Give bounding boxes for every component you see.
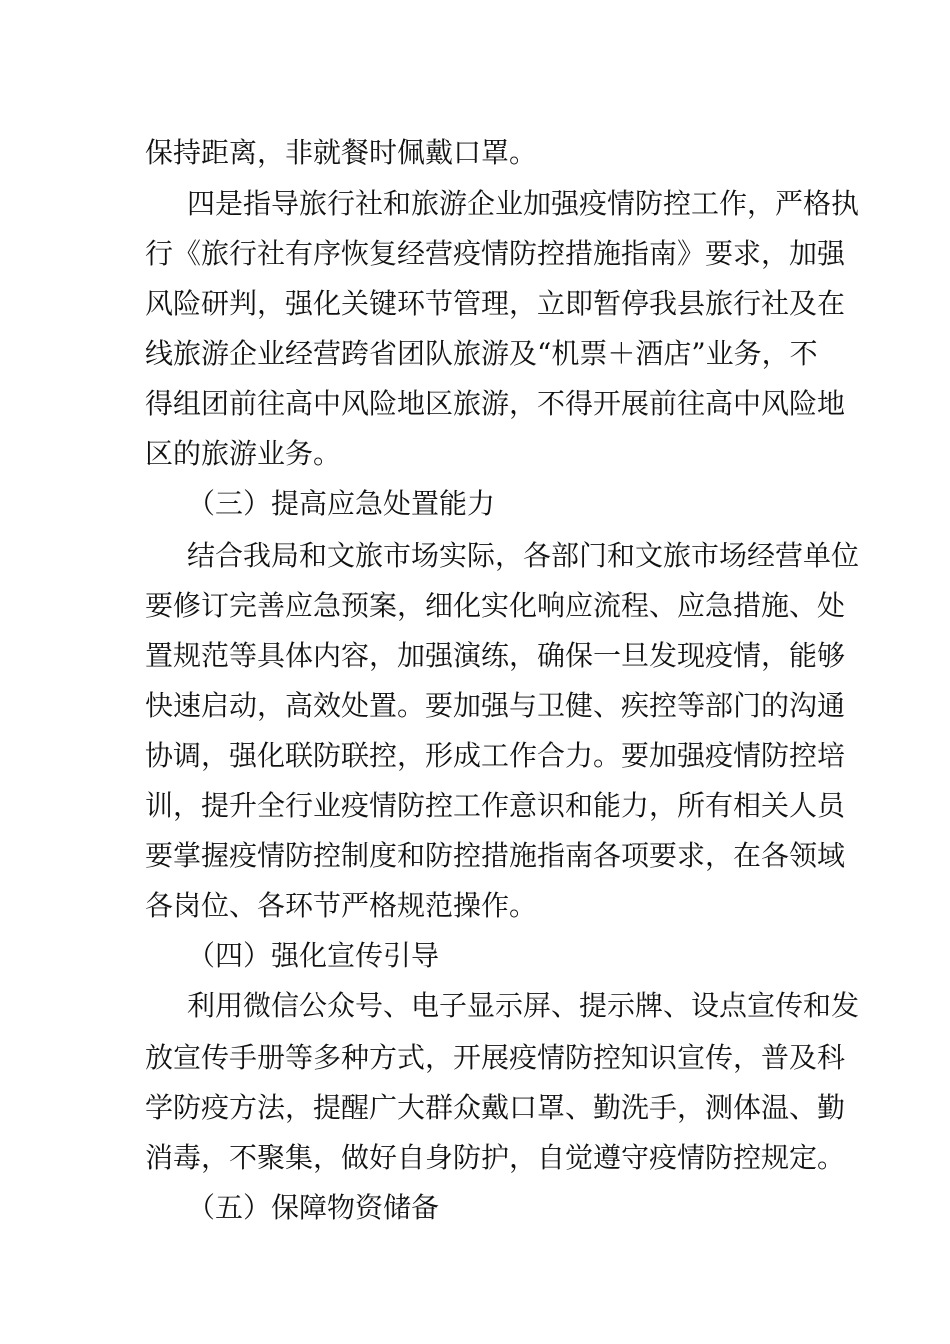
section-heading: （四）强化宣传引导 xyxy=(187,939,440,972)
text-line: 学防疫方法，提醒广大群众戴口罩、勤洗手，测体温、勤 xyxy=(145,1091,846,1124)
text-line: 置规范等具体内容，加强演练，确保一旦发现疫情，能够 xyxy=(145,639,846,672)
section-heading: （三）提高应急处置能力 xyxy=(187,487,496,520)
section-heading: （五）保障物资储备 xyxy=(187,1191,440,1224)
text-line: 训，提升全行业疫情防控工作意识和能力，所有相关人员 xyxy=(145,789,846,822)
text-line: 要修订完善应急预案，细化实化响应流程、应急措施、处 xyxy=(145,589,846,622)
text-line: 风险研判，强化关键环节管理，立即暂停我县旅行社及在 xyxy=(145,287,846,320)
text-line: 要掌握疫情防控制度和防控措施指南各项要求，在各领域 xyxy=(145,839,846,872)
text-line: 各岗位、各环节严格规范操作。 xyxy=(145,889,538,922)
text-line: 快速启动，高效处置。要加强与卫健、疾控等部门的沟通 xyxy=(145,689,846,722)
text-line: 保持距离，非就餐时佩戴口罩。 xyxy=(145,136,538,169)
text-line: 行《旅行社有序恢复经营疫情防控措施指南》要求，加强 xyxy=(145,237,846,270)
text-line: 线旅游企业经营跨省团队旅游及“机票＋酒店”业务，不 xyxy=(145,337,818,370)
paragraph-first-line: 结合我局和文旅市场实际，各部门和文旅市场经营单位 xyxy=(187,539,860,572)
paragraph-first-line: 利用微信公众号、电子显示屏、提示牌、设点宣传和发 xyxy=(187,989,860,1022)
text-line: 得组团前往高中风险地区旅游，不得开展前往高中风险地 xyxy=(145,387,846,420)
text-line: 放宣传手册等多种方式，开展疫情防控知识宣传，普及科 xyxy=(145,1041,846,1074)
text-line: 消毒，不聚集，做好自身防护，自觉遵守疫情防控规定。 xyxy=(145,1141,846,1174)
text-line: 协调，强化联防联控，形成工作合力。要加强疫情防控培 xyxy=(145,739,846,772)
text-line: 区的旅游业务。 xyxy=(145,437,342,470)
paragraph-first-line: 四是指导旅行社和旅游企业加强疫情防控工作，严格执 xyxy=(187,187,860,220)
